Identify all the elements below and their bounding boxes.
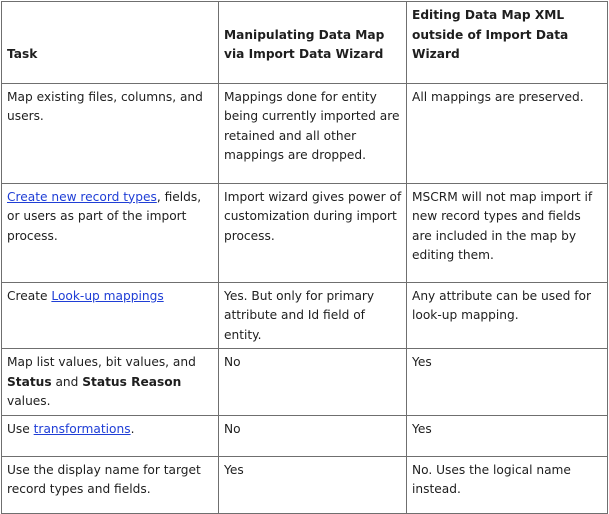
header-task: Task bbox=[2, 2, 219, 84]
xml-cell: Any attribute can be used for look-up mapping. bbox=[407, 282, 608, 349]
table-row bbox=[2, 282, 608, 349]
xml-cell: Yes bbox=[407, 349, 608, 416]
task-cell bbox=[2, 282, 219, 349]
table-row bbox=[2, 349, 608, 416]
task-cell bbox=[2, 415, 219, 456]
table-row bbox=[2, 415, 608, 456]
xml-cell: All mappings are preserved. bbox=[407, 83, 608, 183]
wizard-cell: Yes. But only for primary attribute and Id field of entity. bbox=[219, 282, 407, 349]
table-row bbox=[2, 83, 608, 183]
task-cell: Use the display name for target record types and fields. bbox=[2, 456, 219, 513]
xml-cell: MSCRM will not map import if new record types and fields are included in the map by editing them. bbox=[407, 183, 608, 282]
task-cell: Map existing files, columns, and users. bbox=[2, 83, 219, 183]
task-text: . bbox=[130, 421, 135, 436]
transformations-link[interactable]: transformations bbox=[33, 421, 131, 436]
wizard-cell: Import wizard gives power of customization during import process. bbox=[219, 183, 407, 282]
xml-cell: No. Uses the logical name instead. bbox=[407, 456, 608, 513]
wizard-cell: No bbox=[219, 415, 407, 456]
table-row bbox=[2, 456, 608, 513]
task-text: values. bbox=[7, 394, 51, 408]
create-new-record-types-link[interactable]: Create new record types bbox=[7, 189, 157, 204]
task-cell bbox=[2, 349, 219, 416]
look-up-mappings-link[interactable]: Look-up mappings bbox=[51, 288, 164, 303]
task-text: , fields, or users as part of the import process. bbox=[7, 189, 202, 243]
task-text: and bbox=[51, 374, 83, 389]
wizard-cell: No bbox=[219, 349, 407, 416]
wizard-cell: Yes bbox=[219, 456, 407, 513]
table-row bbox=[2, 183, 608, 282]
wizard-cell: Mappings done for entity being currently imported are retained and all other mappings are dropped. bbox=[219, 83, 407, 183]
header-xml: Editing Data Map XML outside of Import Data Wizard bbox=[407, 2, 608, 84]
header-wizard: Manipulating Data Map via Import Data Wizard bbox=[219, 2, 407, 84]
status-reason-term: Status Reason bbox=[82, 374, 182, 389]
header-row bbox=[2, 2, 608, 84]
status-term: Status bbox=[7, 374, 52, 389]
comparison-table bbox=[1, 1, 608, 514]
task-text: Map list values, bit values, and bbox=[7, 355, 196, 369]
task-text: Create bbox=[7, 288, 52, 303]
xml-cell: Yes bbox=[407, 415, 608, 456]
task-cell bbox=[2, 183, 219, 282]
task-text: Use bbox=[7, 421, 34, 436]
